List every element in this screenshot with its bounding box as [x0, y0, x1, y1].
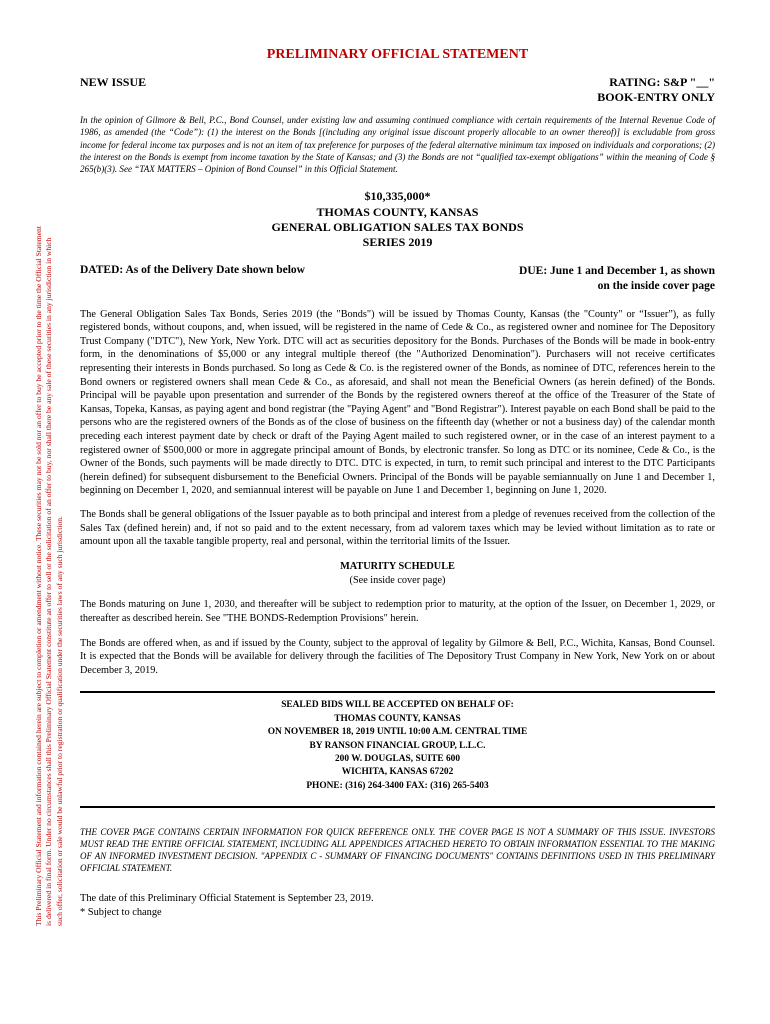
series-name: SERIES 2019	[362, 235, 433, 250]
notice-line-1: This Preliminary Official Statement and information contained herein are subject to completion or amendment without notice. These securities may not be sold nor an offer to buy be accepted prior to the time the Official Statement	[34, 226, 43, 926]
statement-date	[80, 892, 715, 919]
dated-label: DATED: As of the Delivery Date shown below	[80, 263, 305, 276]
new-issue-label: NEW ISSUE	[80, 75, 147, 89]
statement-date-line: The date of this Preliminary Official Statement is September 23, 2019.	[80, 893, 374, 905]
issue-header	[80, 75, 715, 105]
redemption-paragraph: The Bonds maturing on June 1, 2030, and thereafter will be subject to redemption prior to maturity, at the option of the Issuer, on December 1, 2029, or thereafter as described herein. See "THE BONDS-Redemption Provisions" herein.	[80, 599, 715, 624]
maturity-schedule	[80, 560, 715, 588]
bids-line-7: PHONE: (316) 264-3400 FAX: (316) 265-5403	[306, 780, 489, 791]
book-entry-label: BOOK-ENTRY ONLY	[597, 90, 715, 104]
red-herring-notice	[34, 0, 74, 926]
delivery-paragraph: The Bonds are offered when, as and if issued by the County, subject to the approval of legality by Gilmore & Bell, P.C., Wichita, Kansas, Bond Counsel. It is expected that the Bonds will be available for delivery through the facilities of The Depository Trust Company in New York, New York on or about December 3, 2019.	[80, 637, 715, 676]
notice-line-2: is delivered in final form. Under no circumstances shall this Preliminary Official Statement constitute an offer to sell or the solicitation of an offer to buy, nor shall there be any sale of these securities in any jurisdiction in which	[44, 237, 54, 926]
maturity-schedule-heading: MATURITY SCHEDULE	[340, 560, 455, 572]
divider	[80, 691, 715, 693]
cover-page	[80, 40, 715, 919]
bonds-description-paragraph: The General Obligation Sales Tax Bonds, Series 2019 (the "Bonds") will be issued by Thomas County, Kansas (the "County" or “Issuer”), as fully registered bonds, without coupons, and, when issued, will be registered in the name of Cede & Co., as registered owner and nominee for The Depository Trust Company ("DTC"), New York, New York. DTC will act as securities depository for the Bonds. Purchases of the Bonds will be made in book-entry form, in the denominations of $5,000 or any integral multiple thereof (the "Authorized Denomination"). Purchasers will not receive certificates representing their interests in Bonds purchased. So long as Cede & Co. is the registered owner of the Bonds, as nominee of DTC, references herein to the Bond owners or registered owners shall mean Cede & Co., as aforesaid, and shall not mean the Beneficial Owners (as herein defined) of the Bonds. Principal will be payable upon presentation and surrender of the Bonds by the registered owners thereof at the office of the Treasurer of the State of Kansas, Topeka, Kansas, as paying agent and bond registrar (the "Paying Agent" and "Bond Registrar"). Interest payable on each Bond shall be paid to the persons who are the registered owners of the Bonds as of the close of business on the fifteenth day (whether or not a business day) of the calendar month preceding each interest payment date by check or draft of the Paying Agent mailed to such registered owner, or in the case of an interest payment to a registered owner of $500,000 or more in aggregate principal amount of Bonds, by electronic transfer. So long as DTC or its nominee, Cede & Co., is the Owner of the Bonds, such payments will be made directly to DTC. DTC is expected, in turn, to remit such principal and interest to the DTC Participants (herein defined) for subsequent disbursement to the Beneficial Owners. Principal of the Bonds will be payable semiannually on June 1 and December 1, beginning on December 1, 2020, and semiannual interest will be payable on June 1 and December 1, beginning on June 1, 2020.	[80, 308, 715, 497]
bond-counsel-opinion: In the opinion of Gilmore & Bell, P.C., Bond Counsel, under existing law and assuming continued compliance with certain requirements of the Internal Revenue Code of 1986, as amended (the “Code”): (1) the interest on the Bonds [(including any original issue discount properly allocable to an owner thereof)] is excludable from gross income for federal income tax purposes and is not an item of tax preference for purposes of the federal alternative minimum tax imposed on individuals and corporations; (2) the interest on the Bonds is exempt from income taxation by the State of Kansas; and (3) the Bonds are not “qualified tax-exempt obligations” within the meaning of Code § 265(b)(3). See “TAX MATTERS – Opinion of Bond Counsel” in this Official Statement.	[80, 115, 715, 175]
bids-line-1: SEALED BIDS WILL BE ACCEPTED ON BEHALF OF:	[281, 700, 514, 711]
bids-line-5: 200 W. DOUGLAS, SUITE 600	[334, 753, 461, 764]
preliminary-heading: PRELIMINARY OFFICIAL STATEMENT	[266, 47, 529, 62]
principal-amount: $10,335,000*	[364, 189, 431, 204]
bids-line-6: WICHITA, KANSAS 67202	[341, 767, 454, 778]
bond-title-block	[80, 189, 715, 250]
rating-block	[597, 75, 715, 105]
dated-due-row	[80, 264, 715, 294]
divider	[80, 806, 715, 808]
cover-page-notice: THE COVER PAGE CONTAINS CERTAIN INFORMATION FOR QUICK REFERENCE ONLY. THE COVER PAGE IS NOT A SUMMARY OF THIS ISSUE. INVESTORS MUST READ THE ENTIRE OFFICIAL STATEMENT, INCLUDING ALL APPENDICES ATTACHED HERETO TO OBTAIN INFORMATION ESSENTIAL TO THE MAKING OF AN INFORMED INVESTMENT DECISION. "APPENDIX C - SUMMARY OF FINANCING DOCUMENTS" CONTAINS DEFINITIONS USED IN THIS PRELIMINARY OFFICIAL STATEMENT.	[80, 827, 715, 874]
security-paragraph: The Bonds shall be general obligations of the Issuer payable as to both principal and interest from a pledge of revenues received from the collection of the Sales Tax (defined herein) and, if not so paid and to the extent necessary, from ad valorem taxes which may be levied without limitation as to rate or amount upon all the taxable tangible property, real and personal, within the territorial limits of the Issuer.	[80, 508, 715, 548]
bond-name: GENERAL OBLIGATION SALES TAX BONDS	[271, 220, 524, 235]
bids-line-3: ON NOVEMBER 18, 2019 UNTIL 10:00 A.M. CENTRAL TIME	[267, 727, 528, 738]
maturity-schedule-note: (See inside cover page)	[349, 574, 446, 586]
issuer-name: THOMAS COUNTY, KANSAS	[316, 204, 479, 219]
due-line-1: DUE: June 1 and December 1, as shown	[519, 264, 715, 277]
due-block	[519, 264, 715, 294]
subject-to-change-note: * Subject to change	[80, 906, 162, 918]
sealed-bids-block	[80, 699, 715, 793]
notice-line-3: such offer, solicitation or sale would be unlawful prior to registration or qualification under the securities laws of any such jurisdiction.	[54, 516, 64, 926]
due-line-2: on the inside cover page	[597, 279, 715, 292]
bids-line-4: BY RANSON FINANCIAL GROUP, L.L.C.	[309, 740, 486, 751]
rating-label: RATING: S&P "__"	[609, 75, 715, 89]
bids-line-2: THOMAS COUNTY, KANSAS	[334, 713, 461, 724]
